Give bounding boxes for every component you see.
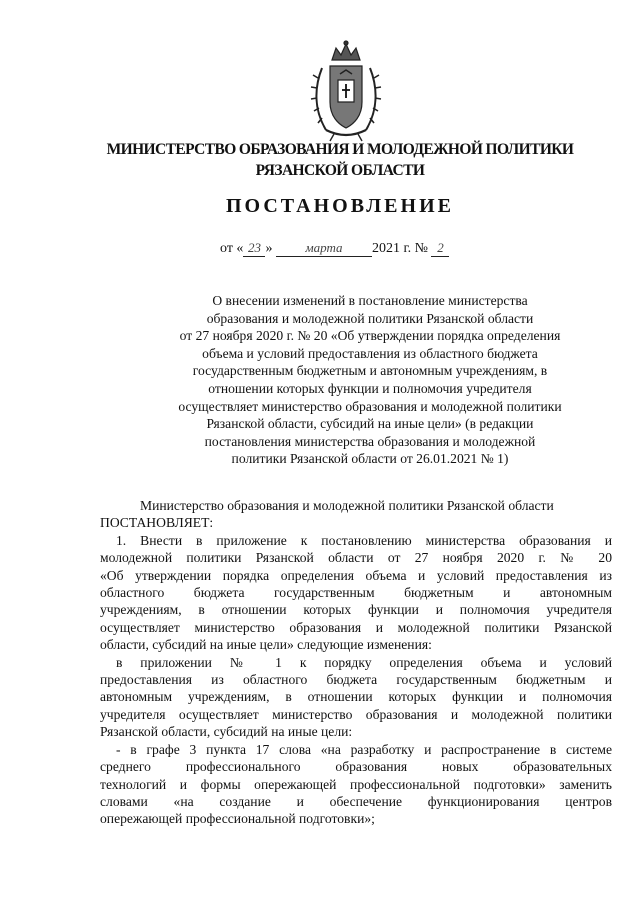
- paragraph-3-line: словами «на создание и обеспечение функционирования центров: [100, 793, 612, 809]
- subject-line: образования и молодежной политики Рязанской области: [206, 310, 534, 326]
- paragraph-2-line: автономным учреждениям, в отношении которых функции и полномочия: [100, 689, 612, 705]
- paragraph-2-line: учредителя осуществляет министерство образования и молодежной политики: [100, 706, 612, 722]
- paragraph-2-line: Рязанской области, субсидий на иные цели:: [100, 724, 353, 740]
- subject-line: постановления министерства образования и молодежной: [204, 433, 536, 449]
- subject-line: осуществляет министерство образования и молодежной политики: [178, 398, 562, 414]
- paragraph-1-line: области, субсидий на иные цели» следующие изменения:: [100, 637, 432, 653]
- date-year: 2021 г. №: [371, 241, 428, 256]
- intro-line: Министерство образования и молодежной политики Рязанской области: [140, 498, 554, 513]
- paragraph-1-line: областного бюджета государственным бюджетным и автономным: [100, 585, 612, 601]
- date-mid: »: [265, 241, 273, 256]
- subject-line: политики Рязанской области от 26.01.2021 № 1): [231, 451, 509, 467]
- paragraph-1-line: «Об утверждении порядка определения объема и условий предоставления из: [100, 567, 612, 583]
- subject-line: от 27 ноября 2020 г. № 20 «Об утверждении порядка определения: [179, 328, 561, 344]
- paragraph-1-line: молодежной политики Рязанской области от 27 ноября 2020 г. № 20: [100, 550, 612, 566]
- paragraph-1-line: 1. Внести в приложение к постановлению министерства образования и: [116, 532, 612, 548]
- paragraph-2-line: предоставления из областного бюджета государственным бюджетным и: [100, 672, 612, 688]
- date-line: [220, 240, 520, 257]
- document-number: 2: [431, 240, 449, 257]
- paragraph-1-line: осуществляет министерство образования и молодежной политики Рязанской: [100, 619, 612, 635]
- subject-line: отношении которых функции и полномочия учредителя: [208, 380, 532, 396]
- intro-decree-word: ПОСТАНОВЛЯЕТ:: [100, 515, 214, 531]
- date-prefix: от «: [220, 241, 244, 256]
- paragraph-3-line: - в графе 3 пункта 17 слова «на разработку и распространение в системе: [116, 741, 612, 757]
- subject-line: О внесении изменений в постановление министерства: [212, 293, 528, 308]
- subject-line: государственным бюджетным и автономным учреждениям, в: [192, 363, 548, 379]
- paragraph-3-line: технологий и формы опережающей профессиональной подготовки» заменить: [100, 776, 612, 792]
- document-body: [100, 497, 612, 828]
- paragraph-2-line: в приложении № 1 к порядку определения объема и условий: [116, 654, 612, 670]
- paragraph-1-line: учреждениям, в отношении которых функции и полномочия учредителя: [100, 602, 612, 618]
- document-type-title: ПОСТАНОВЛЕНИЕ: [226, 195, 454, 217]
- subject-line: Рязанской области, субсидий на иные цели» (в редакции: [206, 416, 534, 432]
- paragraph-3-line: опережающей профессиональной подготовки»;: [100, 811, 375, 827]
- ministry-name-line1: МИНИСТЕРСТВО ОБРАЗОВАНИЯ И МОЛОДЕЖНОЙ ПОЛИТИКИ: [106, 141, 574, 158]
- document-subject: [140, 292, 600, 468]
- coat-of-arms-emblem: [308, 38, 384, 144]
- subject-line: объема и условий предоставления из областного бюджета: [202, 345, 538, 361]
- ministry-name-line2: РЯЗАНСКОЙ ОБЛАСТИ: [255, 162, 425, 179]
- paragraph-3-line: среднего профессионального образования новых образовательных: [100, 759, 612, 775]
- date-month: марта: [276, 240, 372, 257]
- date-day: 23: [243, 240, 265, 257]
